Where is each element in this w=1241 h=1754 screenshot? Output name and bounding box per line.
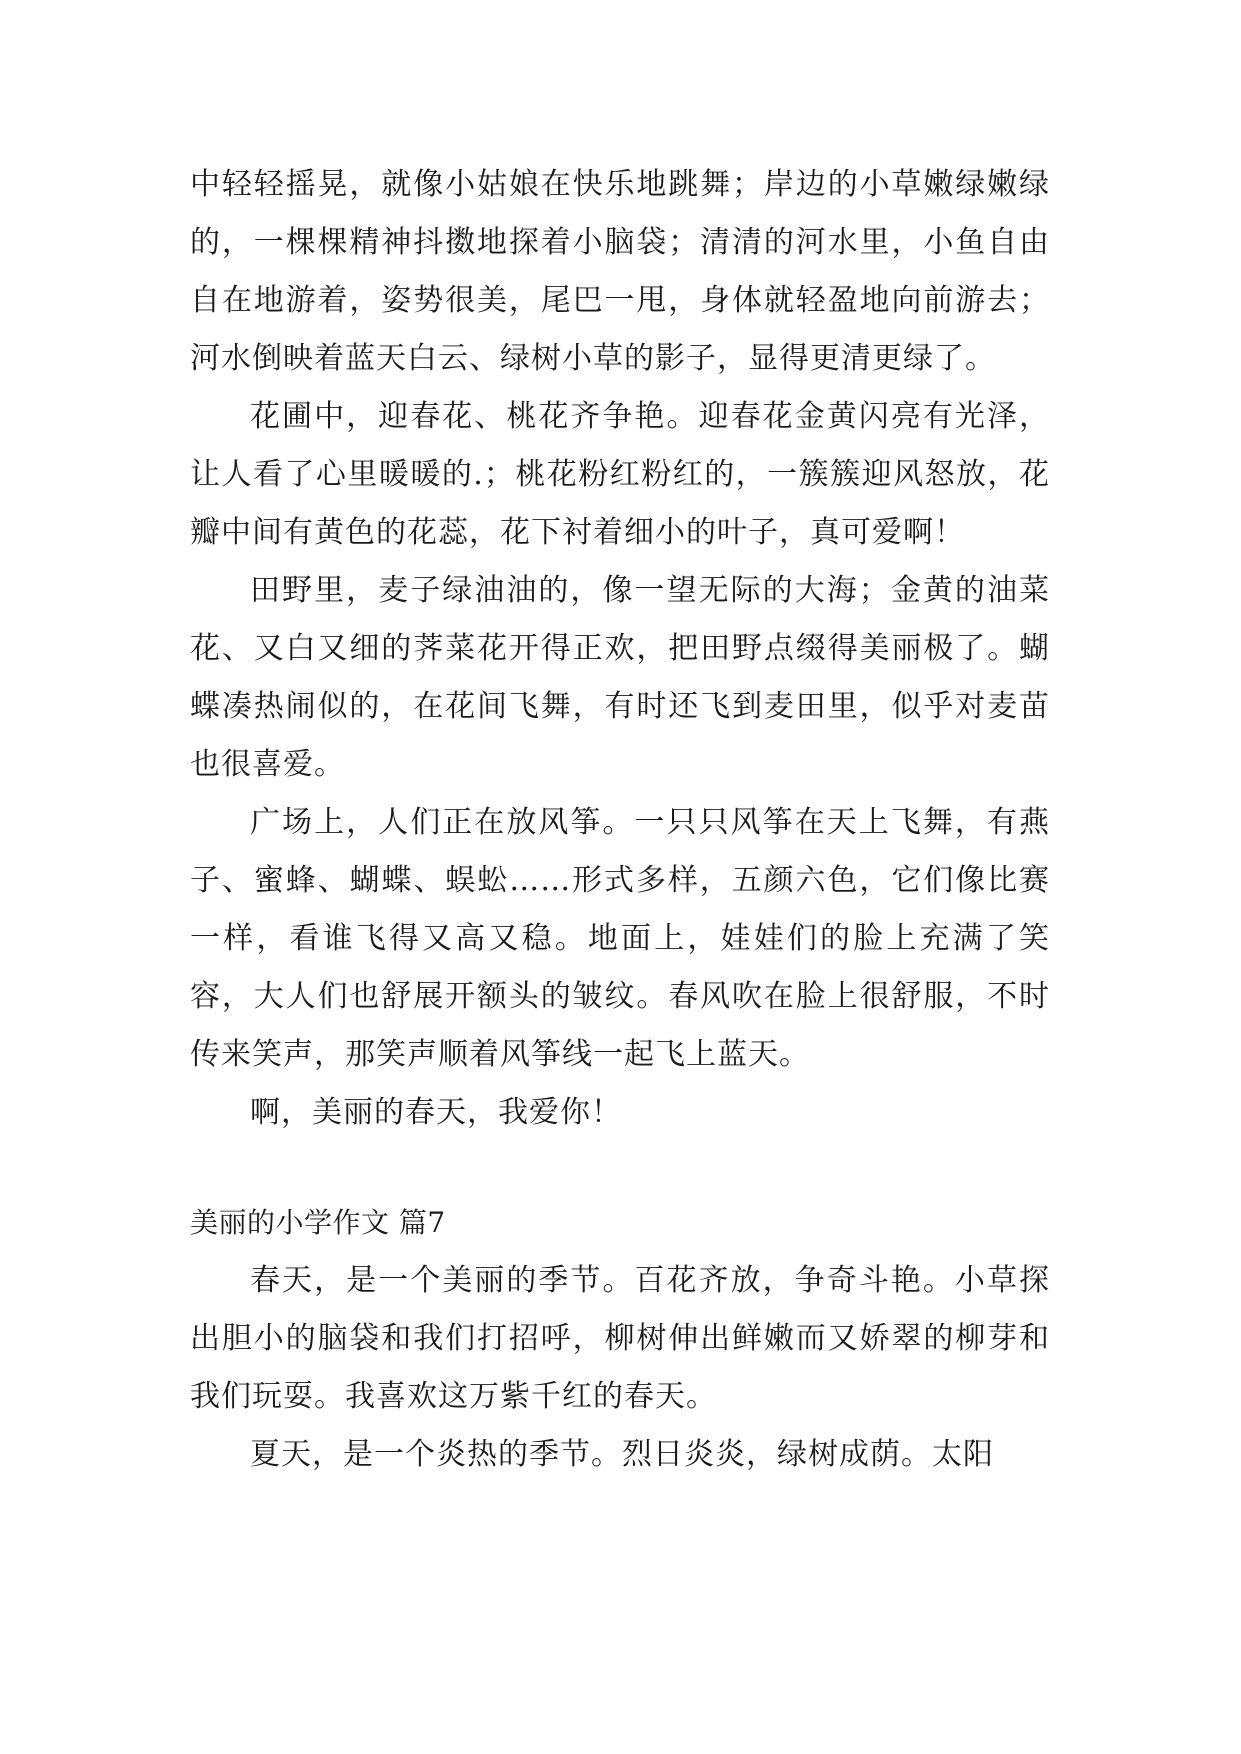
document-body (190, 156, 1050, 1484)
section-heading: 美丽的小学作文 篇7 (190, 1206, 446, 1239)
paragraph-square-kites: 广场上，人们正在放风筝。一只只风筝在天上飞舞，有燕子、蜜蜂、蝴蝶、蜈蚣……形式多样，五颜六色，它们像比赛一样，看谁飞得又高又稳。地面上，娃娃们的脸上充满了笑容，大人们也舒展开额头的皱纹。春风吹在脸上很舒服，不时传来笑声，那笑声顺着风筝线一起飞上蓝天。 (190, 805, 1050, 1072)
paragraph-continuation: 中轻轻摇晃，就像小姑娘在快乐地跳舞；岸边的小草嫩绿嫩绿的，一棵棵精神抖擞地探着小脑袋；清清的河水里，小鱼自由自在地游着，姿势很美，尾巴一甩，身体就轻盈地向前游去；河水倒映着蓝天白云、绿树小草的影子，显得更清更绿了。 (190, 167, 1050, 376)
paragraph-flower-bed: 花圃中，迎春花、桃花齐争艳。迎春花金黄闪亮有光泽，让人看了心里暖暖的.；桃花粉红粉红的，一簇簇迎风怒放，花瓣中间有黄色的花蕊，花下衬着细小的叶子，真可爱啊！ (190, 399, 1050, 550)
paragraph-summer: 夏天，是一个炎热的季节。烈日炎炎，绿树成荫。太阳 (250, 1437, 994, 1472)
paragraph-spring: 春天，是一个美丽的季节。百花齐放，争奇斗艳。小草探出胆小的脑袋和我们打招呼，柳树伸出鲜嫩而又娇翠的柳芽和我们玩耍。我喜欢这万紫千红的春天。 (190, 1263, 1050, 1414)
paragraph-closing: 啊，美丽的春天，我爱你！ (250, 1095, 622, 1130)
paragraph-fields: 田野里，麦子绿油油的，像一望无际的大海；金黄的油菜花、又白又细的荠菜花开得正欢，把田野点缀得美丽极了。蝴蝶凑热闹似的，在花间飞舞，有时还飞到麦田里，似乎对麦苗也很喜爱。 (190, 573, 1050, 782)
